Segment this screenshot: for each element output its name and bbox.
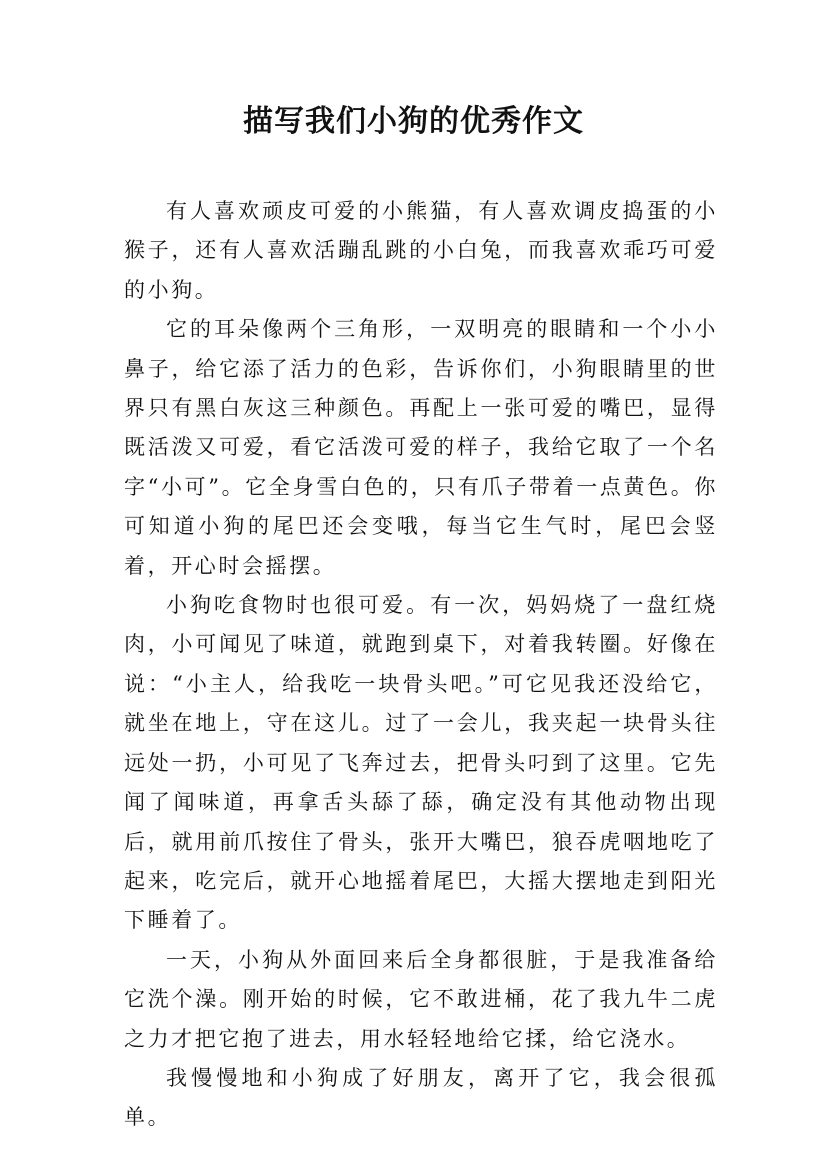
paragraph-5: 我慢慢地和小狗成了好朋友，离开了它，我会很孤单。 [124, 1065, 718, 1130]
paragraph-4: 一天，小狗从外面回来后全身都很脏，于是我准备给它洗个澡。刚开始的时候，它不敢进桶，花了我九牛二虎之力才把它抱了进去，用水轻轻地给它揉，给它浇水。 [124, 947, 718, 1051]
paragraph-2: 它的耳朵像两个三角形，一双明亮的眼睛和一个小小鼻子，给它添了活力的色彩，告诉你们，小狗眼睛里的世界只有黑白灰这三种颜色。再配上一张可爱的嘴巴，显得既活泼又可爱，看它活泼可爱的样子，我给它取了一个名字“小可”。它全身雪白色的，只有爪子带着一点黄色。你可知道小狗的尾巴还会变哦，每当它生气时，尾巴会竖着，开心时会摇摆。 [124, 317, 718, 578]
paragraph-3: 小狗吃食物时也很可爱。有一次，妈妈烧了一盘红烧肉，小可闻见了味道，就跑到桌下，对着我转圈。好像在说：“小主人，给我吃一块骨头吧。”可它见我还没给它，就坐在地上，守在这儿。过了一会儿，我夹起一块骨头往远处一扔，小可见了飞奔过去，把骨头叼到了这里。它先闻了闻味道，再拿舌头舔了舔，确定没有其他动物出现后，就用前爪按住了骨头，张开大嘴巴，狼吞虎咽地吃了起来，吃完后，就开心地摇着尾巴，大摇大摆地走到阳光下睡着了。 [124, 593, 718, 933]
document-body [124, 192, 718, 1138]
paragraph-1: 有人喜欢顽皮可爱的小熊猫，有人喜欢调皮捣蛋的小猴子，还有人喜欢活蹦乱跳的小白兔，而我喜欢乖巧可爱的小狗。 [124, 199, 718, 302]
document-title: 描写我们小狗的优秀作文 [243, 104, 584, 139]
